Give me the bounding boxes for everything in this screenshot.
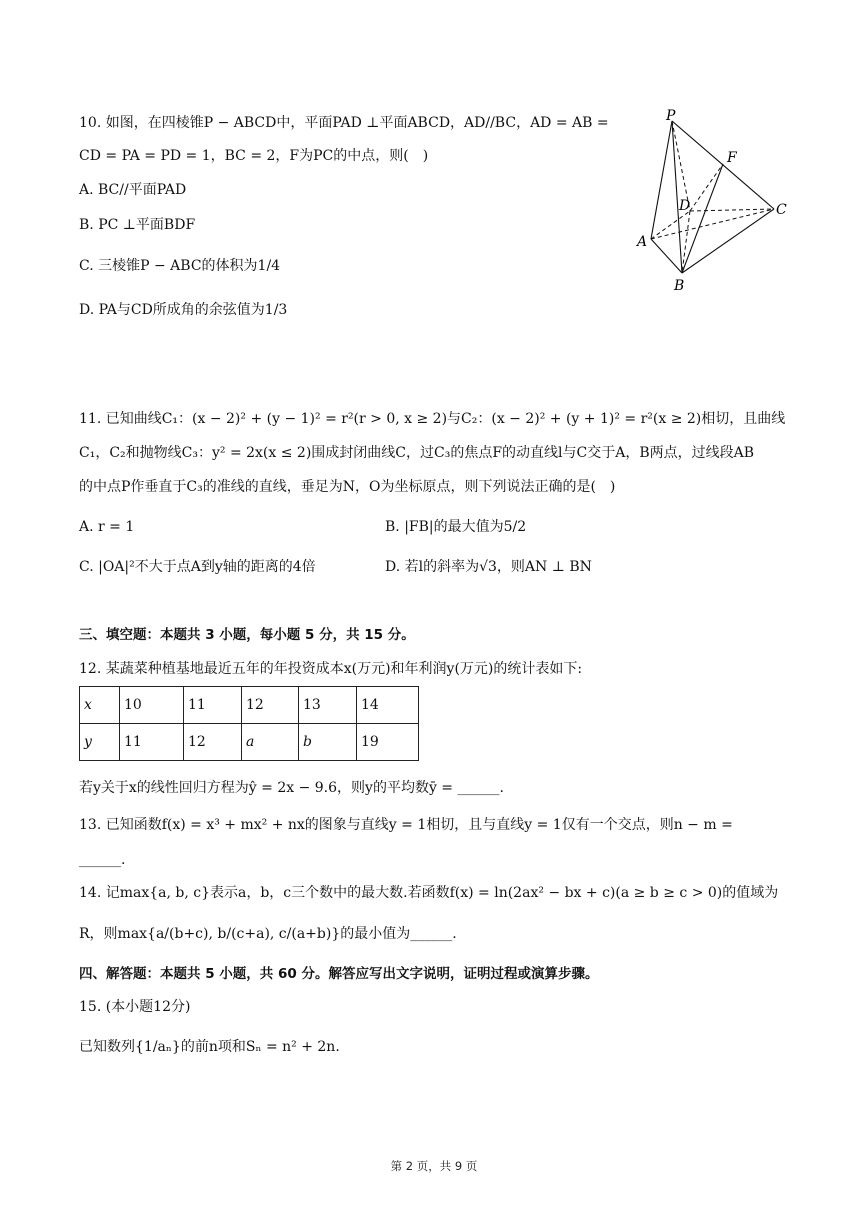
q10-line2: CD = PA = PD = 1，BC = 2，F为PC的中点，则( )	[79, 148, 429, 164]
label-f: F	[727, 150, 737, 166]
q11-line1: 11. 已知曲线C₁：(x − 2)² + (y − 1)² = r²(r > 0, x ≥ 2)与C₂：(x − 2)² + (y + 1)² = r²(x ≥ 2)相切，且曲线	[79, 411, 786, 427]
table-cell: a	[242, 724, 299, 761]
table-row-x	[80, 687, 419, 724]
q15-title: 15. (本小题12分)	[79, 999, 191, 1015]
q14-line1: 14. 记max{a, b, c}表示a，b，c三个数中的最大数.若函数f(x) = ln(2ax² − bx + c)(a ≥ b ≥ c > 0)的值域为	[79, 885, 779, 901]
q11-line2: C₁，C₂和抛物线C₃：y² = 2x(x ≤ 2)围成封闭曲线C，过C₃的焦点F的动直线l与C交于A，B两点，过线段AB	[79, 445, 755, 461]
table-cell: x	[80, 687, 120, 724]
table-cell: 11	[184, 687, 242, 724]
label-p: P	[666, 108, 676, 124]
q12-line2: 若y关于x的线性回归方程为ŷ = 2x − 9.6，则y的平均数ȳ = ______.	[79, 780, 504, 796]
q12-line1: 12. 某蔬菜种植基地最近五年的年投资成本x(万元)和年利润y(万元)的统计表如下:	[79, 661, 583, 677]
section-3-heading: 三、填空题：本题共 3 小题，每小题 5 分，共 15 分。	[79, 627, 415, 643]
q10-option-d: D. PA与CD所成角的余弦值为1/3	[79, 302, 288, 318]
label-a: A	[637, 234, 648, 250]
q10-option-c: C. 三棱锥P − ABC的体积为1/4	[79, 258, 281, 274]
table-cell: 19	[357, 724, 419, 761]
q10-option-b: B. PC ⊥平面BDF	[79, 217, 196, 233]
table-cell: y	[80, 724, 120, 761]
q13-line1: 13. 已知函数f(x) = x³ + mx² + nx的图象与直线y = 1相切，且与直线y = 1仅有一个交点，则n − m =	[79, 817, 733, 833]
statistics-table	[79, 686, 419, 761]
table-cell: 12	[184, 724, 242, 761]
label-b: B	[674, 278, 685, 294]
q13-line2: ______.	[79, 852, 126, 868]
q15-line1: 已知数列{1/aₙ}的前n项和Sₙ = n² + 2n.	[79, 1039, 340, 1055]
page-footer: 第 2 页，共 9 页	[390, 1159, 478, 1173]
q11-option-d: D. 若l的斜率为√3，则AN ⊥ BN	[385, 559, 592, 575]
section-4-heading: 四、解答题：本题共 5 小题，共 60 分。解答应写出文字说明，证明过程或演算步骤。	[79, 966, 599, 982]
table-cell: 10	[120, 687, 184, 724]
q11-line3: 的中点P作垂直于C₃的准线的直线，垂足为N，O为坐标原点，则下列说法正确的是( )	[79, 479, 616, 495]
q14-line2: R，则max{a/(b+c), b/(c+a), c/(a+b)}的最小值为______.	[79, 926, 457, 942]
table-row-y	[80, 724, 419, 761]
table-cell: 14	[357, 687, 419, 724]
label-c: C	[776, 202, 787, 218]
q11-option-a: A. r = 1	[79, 519, 135, 535]
q10-option-a: A. BC//平面PAD	[79, 182, 187, 198]
table-cell: 12	[242, 687, 299, 724]
pyramid-figure	[628, 106, 798, 306]
q10-line1: 10. 如图，在四棱锥P − ABCD中，平面PAD ⊥平面ABCD，AD//BC，AD = AB =	[79, 115, 609, 131]
label-d: D	[679, 198, 691, 214]
table-cell: 11	[120, 724, 184, 761]
table-cell: 13	[299, 687, 357, 724]
table-cell: b	[299, 724, 357, 761]
q11-option-c: C. |OA|²不大于点A到y轴的距离的4倍	[79, 559, 316, 575]
q11-option-b: B. |FB|的最大值为5/2	[385, 519, 527, 535]
